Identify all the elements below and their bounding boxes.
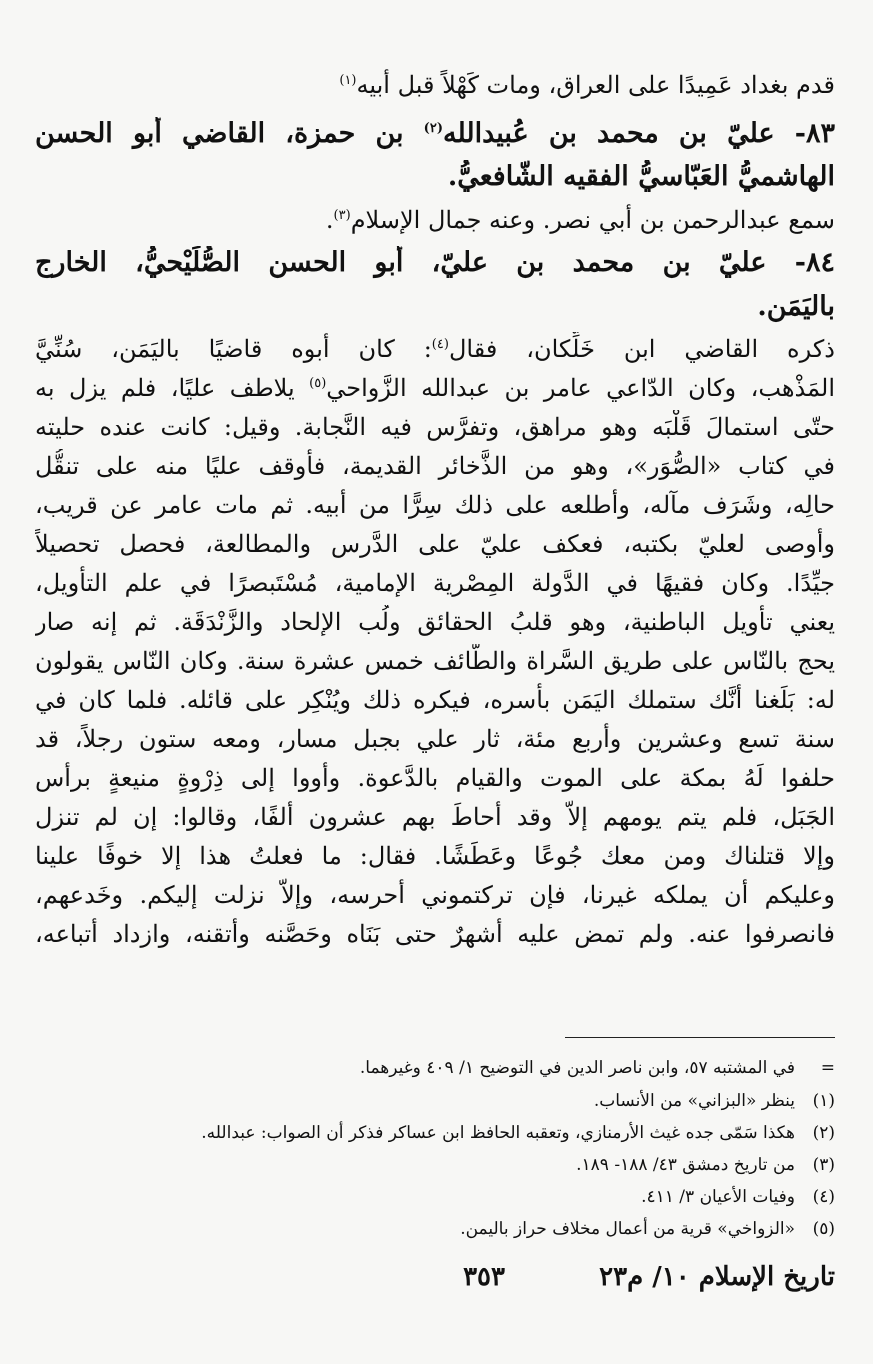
footnote-item — [35, 1152, 835, 1178]
text-line: حالِه، وشَرَف مآله، وأطلعه على ذلك سِرًّا من أبيه. ثم مات عامر عن قريب، — [35, 491, 835, 519]
footnote-text: «الزواخي» قرية من أعمال مخلاف حراز باليمن. — [460, 1219, 795, 1239]
text-line — [35, 68, 835, 102]
text-line: وعليكم أن يملكه غيرنا، فإن تركتموني أحرسه، وإلاّ نزلت إليكم. وخَدعهم، — [35, 881, 835, 909]
text-line-part: قدم بغداد عَمِيدًا على العراق، ومات كَهْلاً قبل أبيه — [356, 71, 835, 99]
text-line: سنة تسع وعشرين وأربع مئة، ثار علي بجبل مسار، ومعه ستون رجلاً، قد — [35, 725, 835, 753]
page-number: ٣٥٣ — [463, 1262, 505, 1292]
text-line: حلفوا لَهُ بمكة على الموت والقيام بالدَّعوة. وأووا إلى ذِرْوةٍ منيعةٍ برأس — [35, 764, 835, 792]
page-footer — [35, 1262, 835, 1302]
entry-heading-84-cont: باليَمَن. — [757, 291, 835, 322]
footnote-item — [35, 1120, 835, 1146]
text-line-part: يلاطف عليًا، فلم يزل به — [35, 374, 295, 402]
text-line — [35, 332, 835, 366]
entry-heading-84: ٨٤- عليّ بن محمد بن عليّ، أبو الحسن الصُّلَيْحيُّ، الخارج — [35, 247, 835, 278]
text-line: يحج بالنّاس على طريق السَّراة والطّائف خمس عشرة سنة. وكان النّاس يقولون — [35, 647, 835, 675]
text-line-part: المَذْهب، وكان الدّاعي عامر بن عبدالله الزَّواحي — [326, 374, 835, 402]
footnote-continuation — [35, 1055, 835, 1081]
text-line: له: بَلَغنا أنَّك ستملك اليَمَن بأسره، فيكره ذلك ويُنْكِر على قائله. فلما كان في — [35, 686, 835, 714]
footnote-ref: (١) — [339, 73, 357, 88]
entry-heading-83-cont: الهاشميُّ العَبّاسيُّ الفقيه الشّافعيُّ. — [447, 161, 835, 192]
text-line: فانصرفوا عنه. ولم تمض عليه أشهرٌ حتى بَنَاه وحَصَّنه وأتقنه، وازداد أتباعه، — [35, 920, 835, 948]
text-line-part: : كان أبوه قاضيًا باليَمَن، سُنِّيَّ — [35, 335, 432, 363]
footnote-text: وفيات الأعيان ٣/ ٤١١. — [641, 1187, 795, 1207]
footnote-number: (١) — [812, 1091, 835, 1111]
footnote-text: هكذا سَمّى جده غيث الأرمنازي، وتعقبه الحافظ ابن عساكر فذكر أن الصواب: عبدالله. — [201, 1123, 795, 1143]
text-line: وأوصى لعليّ بكتبه، فعكف عليّ على الدَّرس والمطالعة، فحصل تحصيلاً — [35, 530, 835, 558]
footnote-number: (٢) — [812, 1123, 835, 1143]
text-line: يعني تأويل الباطنية، وهو قلبُ الحقائق ولُب الإلحاد والزَّنْدَقَة. ثم إنه صار — [35, 608, 835, 636]
text-line: سمع عبدالرحمن بن أبي نصر. وعنه جمال الإسلام$^{(٣)}$. — [325, 206, 835, 234]
text-line: حتّى استمالَ قَلْبَه وهو مراهق، وتفرَّس فيه النَّجابة. وقيل: كانت عنده حليته — [35, 413, 835, 441]
footnote-number: (٤) — [812, 1187, 835, 1207]
footnote-ref: (٥) — [309, 376, 327, 391]
text-line: في كتاب «الصُّوَر»، وهو من الذَّخائر القديمة، فأوقف عليًا منه على تنقُّل — [35, 452, 835, 480]
footnote-text: في المشتبه ٥٧، وابن ناصر الدين في التوضيح ١/ ٤٠٩ وغيرهما. — [359, 1058, 795, 1078]
text-line: وإلا قتلناك ومن معك جُوعًا وعَطَشًا. فقال: ما فعلتُ هذا إلا خوفًا علينا — [35, 842, 835, 870]
text-line: الجَبَل، فلم يتم يومهم إلاّ وقد أحاطَ بهم عشرون ألفًا، وقالوا: إن لم تنزل — [35, 803, 835, 831]
footnote-text: من تاريخ دمشق ٤٣/ ١٨٨- ١٨٩. — [576, 1155, 795, 1175]
footnote-item — [35, 1216, 835, 1242]
footnote-divider — [565, 1037, 835, 1038]
text-line-part: ٨٣- عليّ بن محمد بن عُبيدالله — [442, 118, 835, 149]
footnote-ref: (٢) — [423, 121, 443, 136]
footnote-number: (٣) — [812, 1155, 835, 1175]
footnote-text: ينظر «البزاني» من الأنساب. — [593, 1091, 795, 1111]
text-line — [35, 371, 835, 405]
text-line-part: بن حمزة، القاضي أبو الحسن — [35, 118, 404, 149]
footnote-ref: (٣) — [333, 208, 351, 223]
footnote-item — [35, 1184, 835, 1210]
footnote-item — [35, 1088, 835, 1114]
text-line: جيِّدًا. وكان فقيهًا في الدَّولة المِصْرية الإمامية، مُسْتَبصرًا في علم التأويل، — [35, 569, 835, 597]
book-signature: تاريخ الإسلام ١٠/ م٢٣ — [599, 1262, 835, 1292]
text-line-part: سمع عبدالرحمن بن أبي نصر. وعنه جمال الإسلام — [350, 206, 835, 234]
text-line-part: ذكره القاضي ابن خَلِّكان، فقال — [448, 335, 835, 363]
footnote-ref: (٤) — [431, 337, 449, 352]
footnote-number: (٥) — [812, 1219, 835, 1239]
entry-heading-83 — [35, 117, 835, 151]
footnote-number: = — [820, 1058, 835, 1078]
